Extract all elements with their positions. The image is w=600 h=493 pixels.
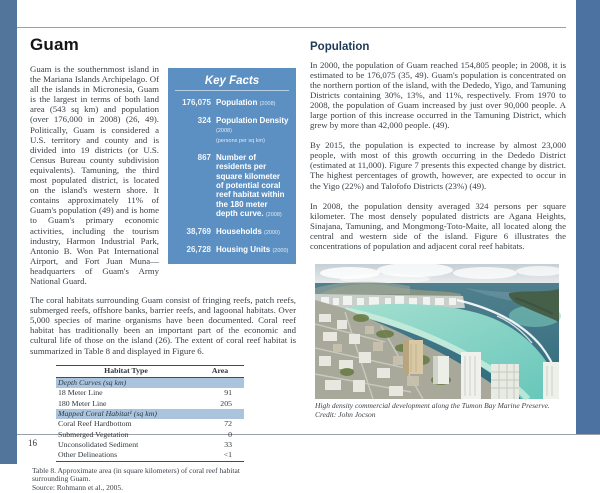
key-fact-row [175, 153, 289, 220]
table-cell-value: 205 [220, 398, 232, 408]
coral-habitat-paragraph: The coral habitats surrounding Guam consist of fringing reefs, patch reefs, submerged reefs, offshore banks, barrier reefs, and lagoonal habitats. Over 5,000 species of marine organisms have been documented. Coral reef habitat has traditionally been an important part of the economic and cultural life of those on the island (26). The extent of coral reef habitat is summarized in Table 8 and displayed in Figure 6. [30, 295, 296, 356]
key-fact-row [175, 227, 289, 238]
population-paragraph-3: In 2008, the population density averaged 324 persons per square kilometer. The most densely populated districts are Agana Heights, Sinajana, Tamuning, and Mongmong-Toto-Maite, all located along the central and western side of the island. Figure 6 illustrates the concentrations of population and adjacent coral reef habitats. [310, 200, 566, 251]
table-row [56, 440, 244, 450]
table-section-row [56, 377, 244, 388]
photo-caption [315, 401, 559, 419]
table-cell-value: 0 [228, 429, 232, 439]
table-cell-label: Submerged Vegetation [58, 429, 129, 439]
key-fact-label: Households (2000) [216, 226, 280, 236]
key-fact-value: 324 [197, 115, 211, 125]
table-cell-value: <1 [196, 450, 244, 461]
table-section-label: Depth Curves (sq km) [56, 377, 244, 388]
right-accent-bar [576, 0, 600, 434]
key-fact-note: (2000) [272, 247, 289, 254]
table-cell-value: 72 [224, 419, 232, 429]
table-caption: Table 8. Approximate area (in square kilometers) of coral reef habitat surrounding Guam. [32, 465, 240, 484]
population-paragraph-2: By 2015, the population is expected to increase by almost 23,000 people, with most of this growth occurring in the Dededo District (estimated at 11,000). Figure 7 presents this expected change by district. The highest percentages of growth, however, are expected to occur in the Yigo (22%) and Talofofo Districts (23%) (49). [310, 140, 566, 191]
key-fact-label: Number of residents per square kilometer of potential coral reef habitat within the 180 meter depth curve. (2008) [216, 153, 285, 218]
left-accent-bar [0, 0, 17, 464]
table-cell-label: Other Delineations [56, 450, 196, 461]
tumon-bay-photo-figure [315, 264, 559, 419]
table-section-row [56, 409, 244, 419]
population-paragraph-1: In 2000, the population of Guam reached 154,805 people; in 2008, it is estimated to be 176,075 (35, 49). Guam's population is concentrated on the northern portion of the island, with the Dededo, Yigo, and Tamuning Districts containing 30%, 13%, and 11%, respectively. From 1970 to 2008, the population of Guam increased by just over 90,000 people. A large portion of this increase occurred in the Tamuning District, which grew by more than 42,000 people. (49). [310, 59, 566, 131]
table-section-label: Mapped Coral Habitat¹ (sq km) [56, 409, 244, 419]
key-fact-note: (2008) [216, 128, 232, 135]
section-title-population: Population [310, 41, 370, 53]
key-fact-value: 176,075 [182, 98, 211, 107]
table-cell-label: Coral Reef Hardbottom [58, 419, 132, 429]
table-row [56, 419, 244, 429]
intro-paragraph: Guam is the southernmost island in the Mariana Islands Archipelago. Of all the islands in Micronesia, Guam is the largest in terms of both land area (543 sq km) and population (over 176,000 in 2008) (26, 49). Politically, Guam is considered a U.S. territory and county and is divided into 19 districts (or U.S. Census Bureau county subdivision equivalents). Tamuning, the third most populated district, is located on the island's western shore. It contains approximately 11% of Guam's population (49) and is home to Guam's primary economic activities, including the tourism industry, Harmon Industrial Park, Antonio B. Won Pat International Airport, and Fort Juan Muna—headquarters of Guam's Army National Guard. [30, 64, 159, 286]
right-column [310, 42, 566, 420]
table-cell-label: Unconsolidated Sediment [58, 440, 139, 450]
photo-credit: Credit: John Jocson [315, 410, 376, 420]
key-fact-note: (2000) [264, 229, 280, 236]
table-cell-value: 91 [224, 388, 232, 398]
table-header-row [56, 365, 244, 377]
table-row [56, 450, 244, 461]
table-source: Source: Rohmann et al., 2005. [32, 483, 124, 493]
top-rule [17, 27, 566, 28]
key-fact-subnote: (persons per sq km) [216, 138, 265, 145]
left-column [30, 36, 296, 493]
habitat-table [56, 365, 244, 462]
key-fact-row [175, 245, 289, 256]
key-fact-value: 38,769 [186, 226, 211, 236]
key-facts-title: Key Facts [175, 75, 289, 91]
photo-caption-text: High density commercial development along the Tumon Bay Marine Preserve. [315, 401, 550, 411]
table-cell-value: 33 [224, 440, 232, 450]
key-fact-note: (2008) [265, 211, 282, 218]
key-fact-value: 867 [197, 153, 211, 163]
table-cell-label: 18 Meter Line [58, 388, 103, 398]
page-title: Guam [30, 35, 79, 54]
table-row [56, 398, 244, 408]
table-row [56, 388, 244, 398]
key-fact-label: Housing Units (2000) [216, 244, 289, 254]
table-row [56, 430, 244, 440]
key-fact-value: 26,728 [186, 244, 211, 254]
key-fact-row [175, 98, 289, 109]
tumon-bay-aerial-photo [315, 264, 559, 399]
key-fact-note: (2008) [259, 101, 276, 107]
key-fact-label: Population Density (2008) (persons per sq km) [216, 116, 289, 147]
page-number: 16 [28, 438, 37, 448]
key-fact-label: Population (2008) [216, 98, 276, 107]
table-cell-label: 180 Meter Line [58, 398, 107, 408]
key-fact-row [175, 116, 289, 147]
key-facts-box [168, 68, 296, 264]
table-header-area: Area [196, 365, 244, 377]
table-header-habitat-type: Habitat Type [56, 365, 196, 377]
